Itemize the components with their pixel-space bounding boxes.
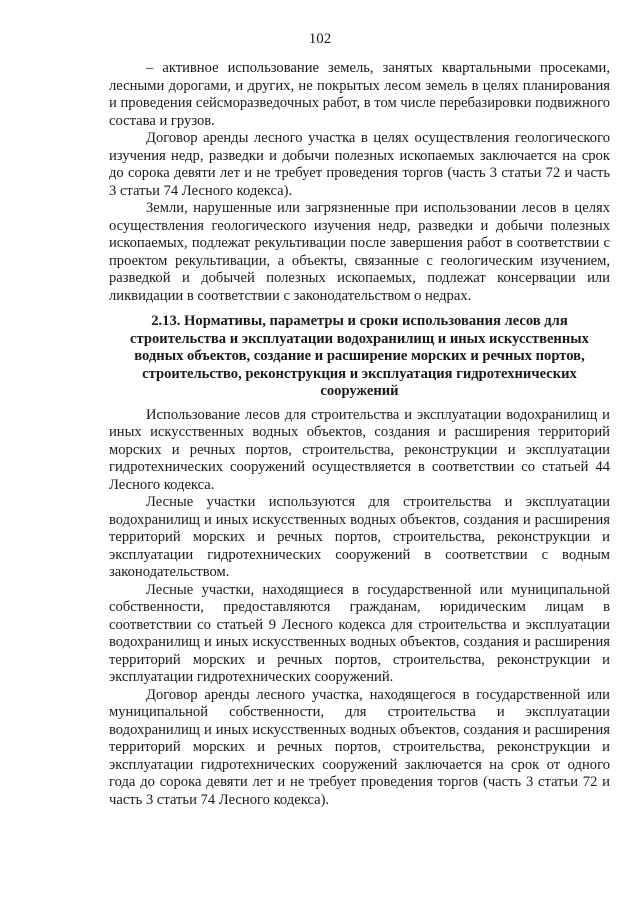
paragraph-land-reclamation: Земли, нарушенные или загрязненные при использовании лесов в целях осуществления геологического изучения недр, разведки и добычи полезных ископаемых, подлежат рекультивации после завершения работ в соответствии с проектом рекультивации, а объекты, связанные с геологическим изучением, разведкой и добычей полезных ископаемых, подлежат консервации или ликвидации в соответствии с законодательством о недрах. (109, 200, 610, 304)
paragraph-seismic-land-use: – активное использование земель, занятых квартальными просеками, лесными дорогами, и других, не покрытых лесом земель в целях планирования и проведения сейсморазведочных работ, в том числе перебазировки подвижного состава и грузов. (109, 60, 610, 129)
paragraph-article-44: Использование лесов для строительства и эксплуатации водохранилищ и иных искусственных водных объектов, создания и расширения территорий морских и речных портов, строительства, реконструкции и эксплуатации гидротехнических сооружений осуществляется в соответствии со статьей 44 Лесного кодекса. (109, 406, 610, 493)
paragraph-geology-lease-term: Договор аренды лесного участка в целях осуществления геологического изучения недр, разведки и добычи полезных ископаемых заключается на срок до сорока девяти лет и не требует проведения торгов (часть 3 статьи 72 и часть 3 статьи 74 Лесного кодекса). (109, 130, 610, 199)
paragraph-water-legislation: Лесные участки используются для строительства и эксплуатации водохранилищ и иных искусственных водных объектов, создания и расширения территорий морских и речных портов, строительства, реконструкции и эксплуатации гидротехнических сооружений в соответствии с водным законодательством. (109, 494, 610, 580)
section-heading: 2.13. Нормативы, параметры и сроки использования лесов для строительства и эксплуатации водохранилищ и иных искусственных водных объектов, создание и расширение морских и речных портов, строительство, реконструкция и эксплуатация гидротехнических сооружений (130, 313, 589, 399)
document-body (109, 60, 610, 809)
paragraph-article-9: Лесные участки, находящиеся в государственной или муниципальной собственности, предоставляются гражданам, юридическим лицам в соответствии со статьей 9 Лесного кодекса для строительства и эксплуатации водохранилищ и иных искусственных водных объектов, создания и расширения территорий морских и речных портов, строительства, реконструкции и эксплуатации гидротехнических сооружений. (109, 581, 610, 685)
page-number: 102 (308, 31, 332, 47)
paragraph-hydro-lease-term: Договор аренды лесного участка, находящегося в государственной или муниципальной собственности, для строительства и эксплуатации водохранилищ и иных искусственных водных объектов, создания и расширения территорий морских и речных портов, строительства, реконструкции и эксплуатации гидротехнических сооружений заключается на срок от одного года до сорока девяти лет и не требует проведения торгов (часть 3 статьи 72 и часть 3 статьи 74 Лесного кодекса). (109, 686, 610, 808)
